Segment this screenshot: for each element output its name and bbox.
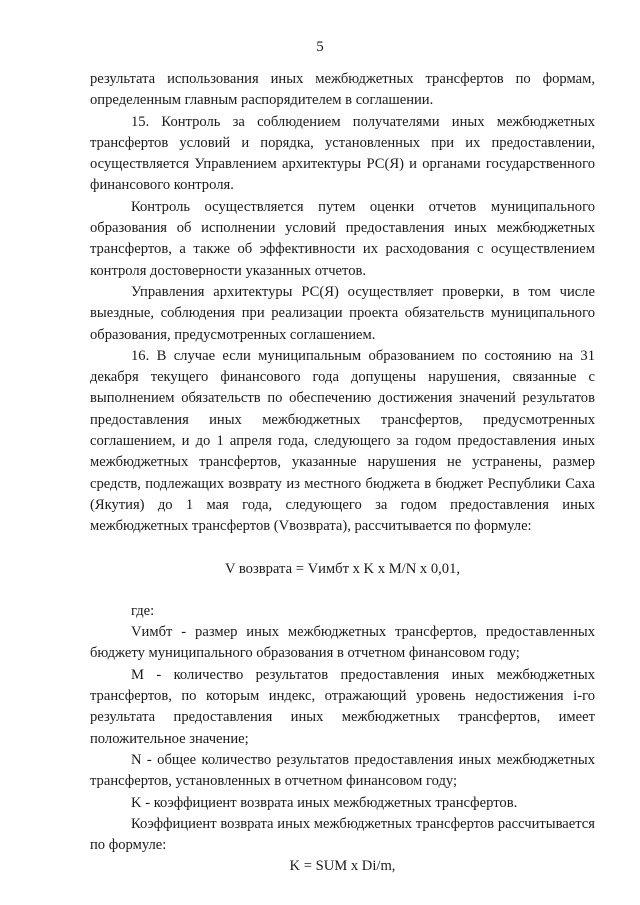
formula-return-amount: V возврата = Vимбт x K x M/N x 0,01, — [224, 560, 461, 577]
definition-n: N - общее количество результатов предоставления иных межбюджетных трансфертов, установленных в отчетном финансовом году; — [90, 751, 595, 790]
paragraph-continuation: результата использования иных межбюджетных трансфертов по формам, определенным главным распорядителем в соглашении. — [90, 71, 595, 109]
page-number: 5 — [316, 39, 324, 55]
definition-k: K - коэффициент возврата иных межбюджетных трансфертов. — [131, 794, 518, 811]
paragraph-control: Контроль осуществляется путем оценки отчетов муниципального образования об исполнении условий предоставления иных межбюджетных трансфертов, а также об эффективности их расходования с осуществлением контроля достоверности указанных отчетов. — [90, 198, 595, 279]
document-body — [90, 69, 595, 878]
definition-v: Vимбт - размер иных межбюджетных трансфертов, предоставленных бюджету муниципального образования в отчетном финансовом году; — [90, 624, 595, 662]
formula-coefficient: K = SUM x Di/m, — [289, 858, 396, 875]
paragraph-16: 16. В случае если муниципальным образованием по состоянию на 31 декабря текущего финансового года допущены нарушения, связанные с выполнением обязательств по обеспечению достижения значений результатов предоставления иных межбюджетных трансфертов, предусмотренных соглашением, и до 1 апреля года, следующего за годом предоставления иных межбюджетных трансфертов, указанные нарушения не устранены, размер средств, подлежащих возврату из местного бюджета в бюджет Республики Саха (Якутия) до 1 мая года, следующего за годом предоставления иных межбюджетных трансфертов (Vвозврата), рассчитывается по формуле: — [90, 347, 595, 535]
paragraph-inspections: Управления архитектуры РС(Я) осуществляет проверки, в том числе выездные, соблюдения при реализации проекта обязательств муниципального образования, предусмотренных соглашением. — [90, 283, 595, 343]
where-label: где: — [131, 602, 155, 619]
definition-m: M - количество результатов предоставления иных межбюджетных трансфертов, по которым индекс, отражающий уровень недостижения i-го результата предоставления иных межбюджетных трансфертов, имеет положительное значение; — [90, 666, 595, 747]
paragraph-15: 15. Контроль за соблюдением получателями иных межбюджетных трансфертов условий и порядка, установленных при их предоставлении, осуществляется Управлением архитектуры РС(Я) и органами государственного финансового контроля. — [90, 113, 595, 194]
definition-k-calculation: Коэффициент возврата иных межбюджетных трансфертов рассчитывается по формуле: — [90, 815, 595, 854]
